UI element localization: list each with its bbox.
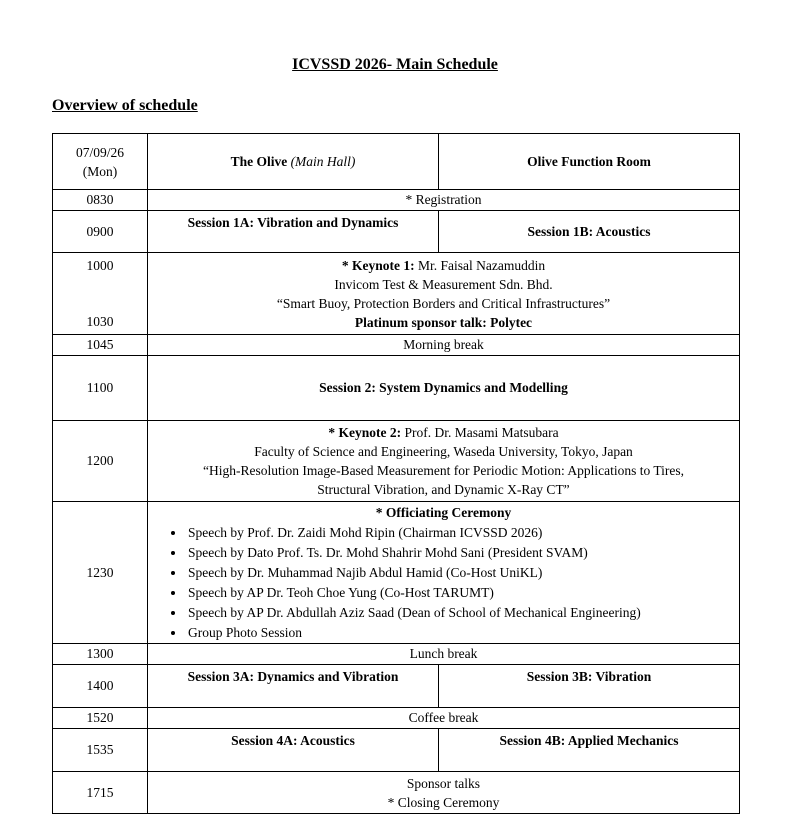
keynote-line xyxy=(148,256,739,275)
time-end: 1030 xyxy=(86,314,114,329)
table-row xyxy=(53,421,740,502)
table-row xyxy=(53,211,740,253)
time-cell: 1520 xyxy=(53,708,148,729)
header-row xyxy=(53,134,740,190)
table-row xyxy=(53,356,740,421)
section-heading: Overview of schedule xyxy=(52,97,198,114)
session-cell-left: Session 1A: Vibration and Dynamics xyxy=(148,211,439,253)
hall-name: The Olive xyxy=(230,153,288,169)
keynote-talk-title-cont: Structural Vibration, and Dynamic X-Ray CT” xyxy=(317,482,570,497)
time-cell: 0900 xyxy=(53,211,148,253)
date: 07/09/26 xyxy=(75,144,124,160)
table-row xyxy=(53,772,740,814)
keynote-speaker: Mr. Faisal Nazamuddin xyxy=(414,257,546,273)
event-cell: Lunch break xyxy=(148,644,740,665)
keynote-cell xyxy=(148,421,740,502)
session-cell-left: Session 3A: Dynamics and Vibration xyxy=(148,665,439,708)
document-title: ICVSSD 2026- Main Schedule xyxy=(292,56,498,73)
list-item: • Group Photo Session xyxy=(186,623,739,643)
keynote-cell xyxy=(148,253,740,335)
session-cell: Session 2: System Dynamics and Modelling xyxy=(148,356,740,421)
session-cell-left: Session 4A: Acoustics xyxy=(148,729,439,772)
time-cell: 1300 xyxy=(53,644,148,665)
weekday: (Mon) xyxy=(82,163,118,179)
list-item: • Speech by Dr. Muhammad Najib Abdul Hamid (Co-Host UniKL) xyxy=(186,563,739,583)
event-cell: * Registration xyxy=(148,190,740,211)
sponsor-talks: Sponsor talks xyxy=(406,775,481,791)
table-row xyxy=(53,708,740,729)
session-cell-right: Session 3B: Vibration xyxy=(439,665,740,708)
schedule-table xyxy=(52,133,740,814)
closing-ceremony: * Closing Ceremony xyxy=(387,794,500,810)
table-row xyxy=(53,502,740,644)
table-row xyxy=(53,335,740,356)
list-item: • Speech by AP Dr. Abdullah Aziz Saad (Dean of School of Mechanical Engineering) xyxy=(186,603,739,623)
time-cell: 0830 xyxy=(53,190,148,211)
time-cell: 1100 xyxy=(53,356,148,421)
keynote-talk-title: “Smart Buoy, Protection Borders and Critical Infrastructures” xyxy=(276,295,611,311)
keynote-label: * Keynote 2: xyxy=(328,425,402,440)
keynote-line xyxy=(148,423,739,442)
time-cell: 1400 xyxy=(53,665,148,708)
hall-note: (Main Hall) xyxy=(290,153,356,169)
session-cell-right: Session 4B: Applied Mechanics xyxy=(439,729,740,772)
table-row xyxy=(53,729,740,772)
table-row xyxy=(53,665,740,708)
table-row xyxy=(53,190,740,211)
time-start: 1000 xyxy=(86,258,114,273)
time-cell: 1230 xyxy=(53,502,148,644)
event-cell: Coffee break xyxy=(148,708,740,729)
time-cell: 1535 xyxy=(53,729,148,772)
keynote-label: * Keynote 1: xyxy=(341,257,415,273)
sponsor-talk: Platinum sponsor talk: Polytec xyxy=(354,314,533,330)
ceremony-cell xyxy=(148,502,740,644)
session-cell-right: Session 1B: Acoustics xyxy=(439,211,740,253)
keynote-speaker: Prof. Dr. Masami Matsubara xyxy=(401,425,559,440)
hall-header xyxy=(148,134,439,190)
event-cell: Morning break xyxy=(148,335,740,356)
speech-list xyxy=(148,523,739,643)
time-cell xyxy=(53,253,148,335)
list-item: • Speech by Prof. Dr. Zaidi Mohd Ripin (Chairman ICVSSD 2026) xyxy=(186,523,739,543)
keynote-affiliation: Faculty of Science and Engineering, Waseda University, Tokyo, Japan xyxy=(254,444,633,459)
time-cell: 1200 xyxy=(53,421,148,502)
room-header: Olive Function Room xyxy=(439,134,740,190)
closing-cell xyxy=(148,772,740,814)
table-row xyxy=(53,644,740,665)
ceremony-heading: * Officiating Ceremony xyxy=(375,504,512,520)
table-row xyxy=(53,253,740,335)
time-cell: 1715 xyxy=(53,772,148,814)
date-cell xyxy=(53,134,148,190)
list-item: • Speech by AP Dr. Teoh Choe Yung (Co-Host TARUMT) xyxy=(186,583,739,603)
list-item: • Speech by Dato Prof. Ts. Dr. Mohd Shahrir Mohd Sani (President SVAM) xyxy=(186,543,739,563)
keynote-talk-title: “High-Resolution Image-Based Measurement for Periodic Motion: Applications to Tires, xyxy=(202,463,685,478)
time-cell: 1045 xyxy=(53,335,148,356)
keynote-affiliation: Invicom Test & Measurement Sdn. Bhd. xyxy=(334,276,553,292)
